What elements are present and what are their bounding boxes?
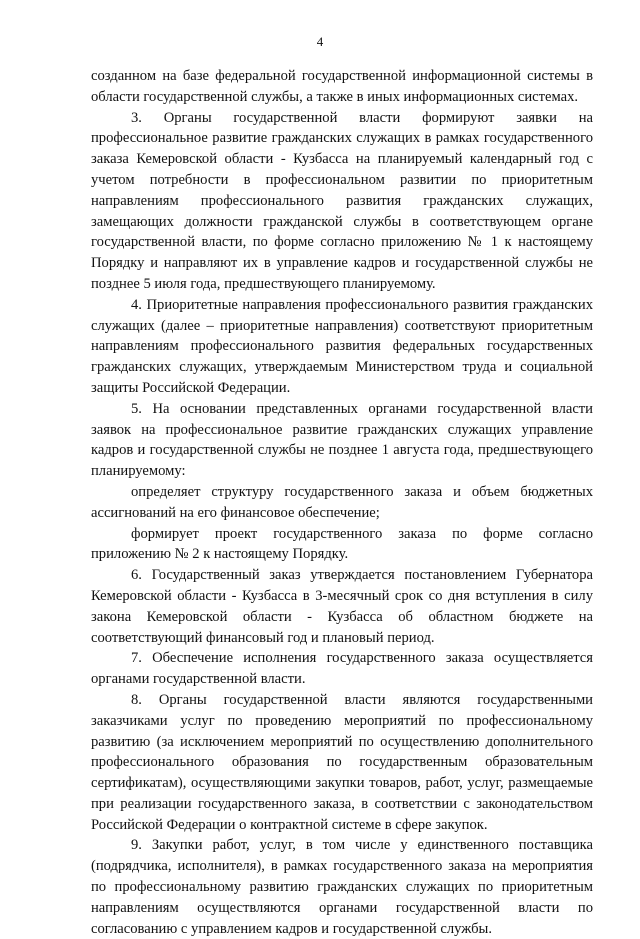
paragraph-item-3: 3. Органы государственной власти формируют заявки на профессиональное развитие гражданских служащих в рамках государственного заказа Кемеровской области - Кузбасса на планируемый календарный год с учетом потребности в профессиональном развитии по приоритетным направлениям профессионального развития гражданских служащих, замещающих должности гражданской службы в соответствующем органе государственной власти, по форме согласно приложению № 1 к настоящему Порядку и направляют их в управление кадров и государственной службы не позднее 5 июля года, предшествующего планируемому. bbox=[91, 109, 593, 292]
paragraph-item-4: 4. Приоритетные направления профессионального развития гражданских служащих (далее – приоритетные направления) соответствуют приоритетным направлениям профессионального развития федеральных государственных гражданских служащих, утверждаемым Министерством труда и социальной защиты Российской Федерации. bbox=[91, 296, 593, 396]
page-number: 4 bbox=[316, 34, 324, 49]
paragraph-item-9: 9. Закупки работ, услуг, в том числе у единственного поставщика (подрядчика, исполнителя), в рамках государственного заказа на мероприятия по профессиональному развитию гражданских служащих по приоритетным направлениям осуществляются органами государственной власти по согласованию с управлением кадров и государственной службы. bbox=[91, 837, 593, 937]
paragraph-item-5-sub-1: определяет структуру государственного заказа и объем бюджетных ассигнований на его финансовое обеспечение; bbox=[91, 483, 593, 521]
paragraph-item-5: 5. На основании представленных органами государственной власти заявок на профессиональное развитие гражданских служащих управление кадров и государственной службы не позднее 1 августа года, предшествующего планируемому: bbox=[91, 400, 593, 480]
document-body bbox=[91, 66, 593, 939]
paragraph-item-6: 6. Государственный заказ утверждается постановлением Губернатора Кемеровской области - Кузбасса в 3-месячный срок со дня вступления в силу закона Кемеровской области - Кузбасса об областном бюджете на соответствующий финансовый год и плановый период. bbox=[91, 567, 593, 646]
paragraph-continuation: созданном на базе федеральной государственной информационной системы в области государственной службы, а также в иных информационных системах. bbox=[91, 68, 593, 105]
paragraph-item-8: 8. Органы государственной власти являются государственными заказчиками услуг по проведению мероприятий по профессиональному развитию (за исключением мероприятий по осуществлению дополнительного профессионального образования по государственным образовательным сертификатам), осуществляющими закупки товаров, работ, услуг, размещаемые при реализации государственного заказа, в соответствии с законодательством Российской Федерации о контрактной системе в сфере закупок. bbox=[91, 691, 593, 833]
paragraph-item-5-sub-2: формирует проект государственного заказа по форме согласно приложению № 2 к настоящему Порядку. bbox=[91, 525, 593, 563]
paragraph-item-7: 7. Обеспечение исполнения государственного заказа осуществляется органами государственной власти. bbox=[91, 650, 593, 688]
